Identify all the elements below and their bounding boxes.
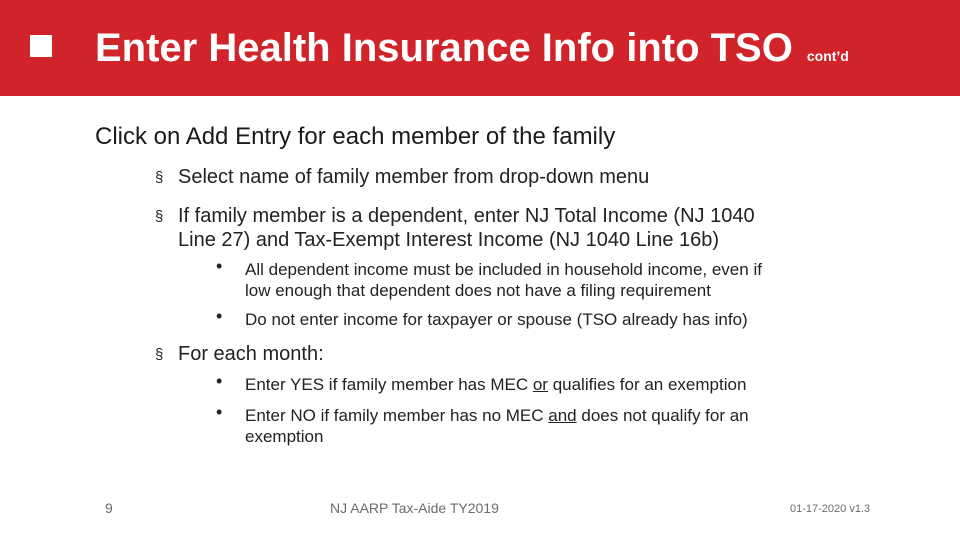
dot-bullet-icon: • [216, 371, 223, 391]
text-part: qualifies for an exemption [547, 375, 747, 394]
subbullet-text: Do not enter income for taxpayer or spouse (TSO already has info) [245, 310, 748, 329]
dot-bullet-icon: • [216, 402, 223, 422]
subbullet-text-line1 [245, 405, 749, 426]
slide-title-suffix: cont’d [806, 48, 849, 64]
square-bullet-icon [30, 35, 52, 57]
section-bullet-icon: § [155, 169, 164, 186]
subbullet-enter-no [216, 402, 749, 447]
bullet-select-name [155, 165, 649, 189]
page-number: 9 [105, 500, 113, 516]
subbullet-enter-yes [216, 371, 747, 395]
intro-text: Click on Add Entry for each member of the family [95, 123, 616, 150]
subbullet-text-line2: low enough that dependent does not have a filing requirement [245, 281, 711, 300]
dot-bullet-icon: • [216, 256, 223, 276]
slide-title-main: Enter Health Insurance Info into TSO [95, 26, 793, 70]
bullet-each-month [155, 342, 324, 366]
subbullet-text [245, 374, 746, 395]
bullet-text: Select name of family member from drop-down menu [178, 166, 650, 188]
subbullet-all-dependent-income [216, 256, 762, 301]
text-part: Enter YES if family member has MEC [245, 375, 533, 394]
subbullet-no-taxpayer-income [216, 306, 748, 330]
dot-bullet-icon: • [216, 306, 223, 326]
subbullet-text-line2: exemption [245, 427, 324, 446]
underlined-word: or [532, 375, 548, 394]
text-part: Enter NO if family member has no MEC [245, 406, 549, 425]
text-part: does not qualify for an [576, 406, 749, 425]
footer-version: 01-17-2020 v1.3 [790, 503, 871, 515]
section-bullet-icon: § [155, 346, 164, 363]
bullet-text-line2: Line 27) and Tax-Exempt Interest Income (NJ 1040 Line 16b) [178, 229, 720, 251]
title-bar [0, 0, 960, 96]
bullet-text-line1: If family member is a dependent, enter NJ Total Income (NJ 1040 [178, 205, 755, 227]
bullet-text: For each month: [178, 343, 324, 365]
subbullet-text-line1: All dependent income must be included in household income, even if [245, 260, 762, 279]
slide-title [95, 22, 849, 74]
underlined-word: and [548, 406, 577, 425]
section-bullet-icon: § [155, 208, 164, 225]
bullet-dependent-income [155, 204, 755, 252]
footer-center-text: NJ AARP Tax-Aide TY2019 [330, 500, 499, 516]
